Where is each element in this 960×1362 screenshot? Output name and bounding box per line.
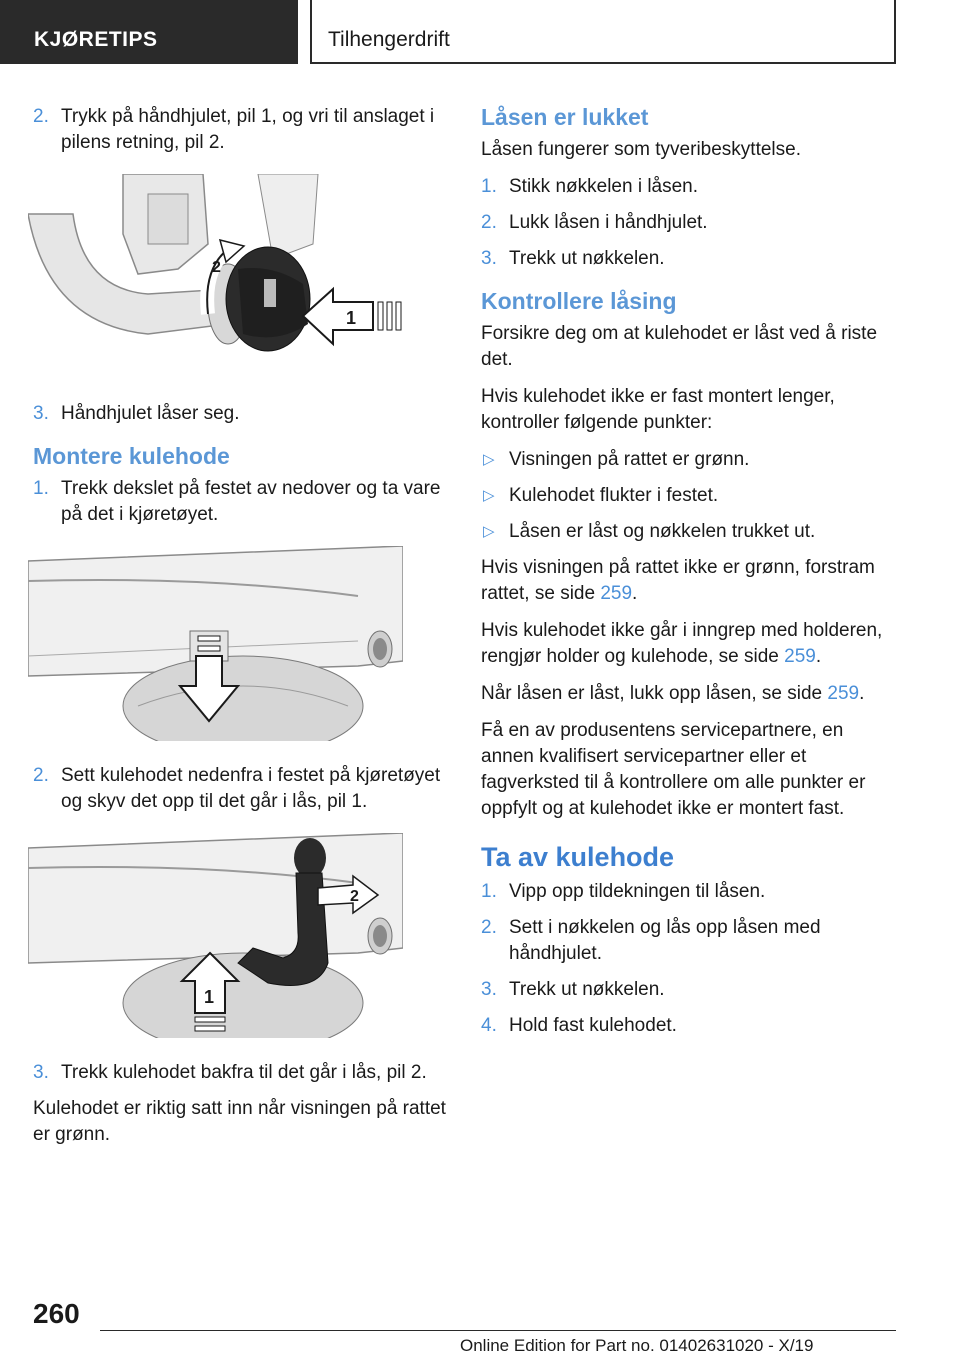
triangle-bullet-icon: ▷ <box>483 487 495 504</box>
step-number: 3. <box>481 979 497 1000</box>
step-text: Trekk kulehodet bakfra til det går i lås, pil 2. <box>61 1062 427 1083</box>
triangle-bullet-icon: ▷ <box>483 523 495 540</box>
step-text: Trykk på håndhjulet, pil 1, og vri til anslaget i pilens retning, pil 2. <box>61 106 435 153</box>
step-item <box>33 1060 453 1086</box>
page-link[interactable]: 259 <box>600 583 633 604</box>
step-number: 2. <box>481 212 497 233</box>
bullet-item <box>481 447 901 473</box>
step-item <box>481 1013 901 1039</box>
left-column <box>33 104 453 1159</box>
step-item <box>33 104 453 156</box>
bullet-item <box>481 483 901 509</box>
page-link[interactable]: 259 <box>784 646 816 667</box>
step-item <box>481 246 901 272</box>
step-number: 4. <box>481 1015 497 1036</box>
kontroll-paragraph: Hvis visningen på rattet ikke er grønn, forstram rattet, se side 259. <box>481 557 875 604</box>
step-text: Vipp opp tildekningen til låsen. <box>509 881 766 902</box>
step-item <box>33 401 453 427</box>
step-text: Sett i nøkkelen og lås opp låsen med håndhjulet. <box>509 917 821 964</box>
step-item <box>481 977 901 1003</box>
figure-hand-wheel <box>28 174 403 379</box>
triangle-bullet-icon: ▷ <box>483 451 495 468</box>
kontroll-paragraph: Forsikre deg om at kulehodet er låst ved å riste det. <box>481 323 878 370</box>
figure-remove-cover <box>28 546 403 741</box>
figure-arrow-label: 2 <box>350 888 359 905</box>
step-number: 3. <box>33 1062 49 1083</box>
figure-insert-ball-head <box>28 833 403 1038</box>
page-link[interactable]: 259 <box>827 683 860 704</box>
step-number: 3. <box>481 248 497 269</box>
header-chapter-box <box>310 0 896 64</box>
figure-arrow-label: 2 <box>212 259 221 276</box>
step-item <box>481 174 901 200</box>
page-number: 260 <box>33 1298 80 1329</box>
step-number: 1. <box>481 176 497 197</box>
step-text: Trekk dekslet på festet av nedover og ta vare på det i kjøretøyet. <box>61 478 441 525</box>
edition-text: Online Edition for Part no. 01402631020 - X/19 <box>460 1336 814 1355</box>
step-text: Lukk låsen i håndhjulet. <box>509 212 708 233</box>
bullet-item <box>481 519 901 545</box>
step-number: 2. <box>481 917 497 938</box>
step-number: 2. <box>33 106 49 127</box>
step-item <box>33 476 453 528</box>
bullet-text: Visningen på rattet er grønn. <box>509 449 750 470</box>
section-heading-kontroll: Kontrollere låsing <box>481 288 677 314</box>
section-heading-taav: Ta av kulehode <box>481 842 675 872</box>
section-heading-lasen: Låsen er lukket <box>481 104 649 130</box>
kontroll-paragraph: Få en av produsentens servicepartnere, en annen kvalifisert servicepartner eller et fagverksted til å kontrollere om alle punkter er oppfylt og at kulehodet ikke er montert fast. <box>481 720 866 819</box>
step-item <box>481 879 901 905</box>
figure-arrow-label: 1 <box>346 308 357 328</box>
section-heading-montere: Montere kulehode <box>33 443 230 469</box>
step-text: Trekk ut nøkkelen. <box>509 979 665 1000</box>
header-section-label: KJØRETIPS <box>34 28 158 51</box>
step-text: Sett kulehodet nedenfra i festet på kjøretøyet og skyv det opp til det går i lås, pil 1. <box>61 765 441 812</box>
lasen-intro: Låsen fungerer som tyveribeskyttelse. <box>481 139 801 160</box>
bullet-text: Låsen er låst og nøkkelen trukket ut. <box>509 521 816 542</box>
step-text: Håndhjulet låser seg. <box>61 403 240 424</box>
kontroll-paragraph: Hvis kulehodet ikke går i inngrep med holderen, rengjør holder og kulehode, se side 259. <box>481 620 883 667</box>
footer-divider <box>100 1330 896 1331</box>
kontroll-paragraph: Hvis kulehodet ikke er fast montert lenger, kontroller følgende punkter: <box>481 386 835 433</box>
header-chapter-label: Tilhengerdrift <box>328 28 450 51</box>
header-section-tab <box>0 0 298 64</box>
note-text: Kulehodet er riktig satt inn når visningen på rattet er grønn. <box>33 1098 446 1145</box>
step-number: 2. <box>33 765 49 786</box>
step-text: Hold fast kulehodet. <box>509 1015 677 1036</box>
step-number: 1. <box>33 478 49 499</box>
step-text: Trekk ut nøkkelen. <box>509 248 665 269</box>
step-item <box>481 210 901 236</box>
step-item <box>481 915 901 967</box>
bullet-text: Kulehodet flukter i festet. <box>509 485 719 506</box>
step-number: 3. <box>33 403 49 424</box>
step-text: Stikk nøkkelen i låsen. <box>509 176 699 197</box>
step-number: 1. <box>481 881 497 902</box>
kontroll-paragraph: Når låsen er låst, lukk opp låsen, se side 259. <box>481 683 865 704</box>
figure-arrow-label: 1 <box>204 987 215 1007</box>
right-column <box>481 104 901 1049</box>
step-item <box>33 763 453 815</box>
